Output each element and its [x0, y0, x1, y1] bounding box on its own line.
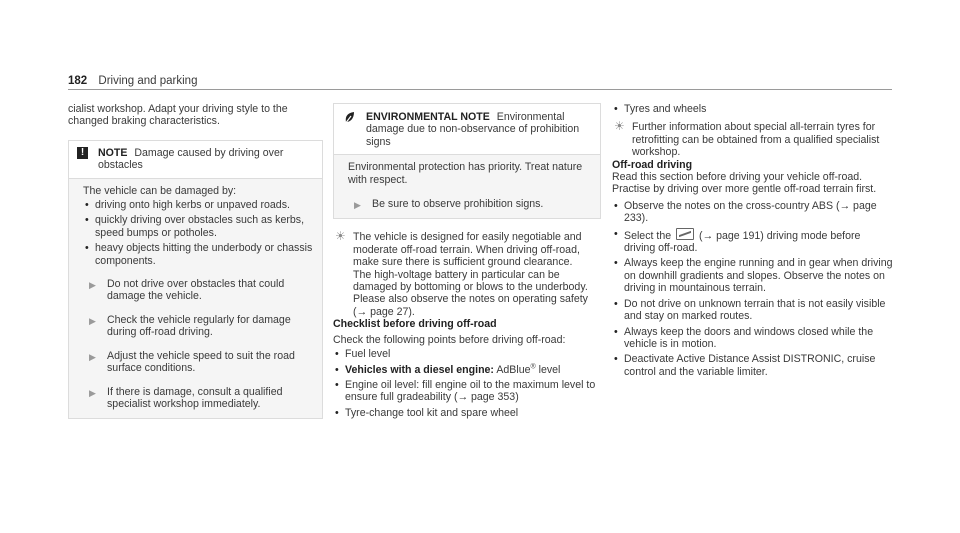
- arrow-right-icon: ▶: [89, 351, 96, 362]
- list-item: [612, 228, 894, 255]
- adblue-text: AdBlue: [496, 363, 531, 376]
- list-item: • Fuel level: [333, 348, 601, 360]
- registered-mark: ®: [530, 362, 536, 370]
- arrow-right-icon: ▶: [354, 200, 361, 211]
- column-left: [68, 103, 323, 419]
- top-bullet-list: [612, 103, 894, 115]
- env-title-text: Environmental damage due to non-observance of prohibition signs: [366, 111, 580, 148]
- info-text: The high-voltage battery in particular can be damaged by bottoming or blows to the underbody. Please also observe the notes on operating safety (→ page 27).: [353, 268, 588, 318]
- page-header: [68, 74, 197, 88]
- list-item: • Engine oil level: fill engine oil to the maximum level to ensure full gradeability (→ page 353): [333, 379, 601, 404]
- instruction-text: Adjust the vehicle speed to suit the road surface conditions.: [107, 349, 295, 375]
- arrow-right-icon: ▶: [89, 387, 96, 398]
- list-item: • heavy objects hitting the underbody or chassis components.: [83, 242, 314, 267]
- list-item: • Deactivate Active Distance Assist DISTRONIC, cruise control and the variable limiter.: [612, 353, 894, 378]
- list-item: • Do not drive on unknown terrain that is not easily visible and stay on marked routes.: [612, 298, 894, 323]
- leaf-icon: [342, 111, 358, 128]
- offroad-bullet-list: [612, 200, 894, 378]
- arrow-right-icon: ▶: [89, 280, 96, 291]
- note-box-header: [69, 141, 322, 179]
- note-bullet-list: [83, 199, 314, 267]
- info-block: [333, 231, 601, 318]
- list-item: • driving onto high kerbs or unpaved roads.: [83, 199, 314, 211]
- lightbulb-icon: ☀: [335, 229, 346, 244]
- column-right: [612, 103, 894, 381]
- env-box-header: [334, 104, 600, 155]
- offroad-intro: Read this section before driving your vehicle off-road. Practise by driving over more gentle off-road terrain first.: [612, 171, 877, 196]
- list-item-text: (→ page 191) driving mode before driving off-road.: [624, 229, 861, 255]
- env-heading: [366, 111, 592, 148]
- instruction-step: [83, 314, 314, 339]
- instruction-text: Do not drive over obstacles that could damage the vehicle.: [107, 278, 285, 303]
- instruction-step: [83, 386, 314, 411]
- intro-text: cialist workshop. Adapt your driving style to the changed braking characteristics.: [68, 103, 288, 128]
- list-item: • quickly driving over obstacles such as kerbs, speed bumps or potholes.: [83, 214, 314, 239]
- environmental-note-box: [333, 103, 601, 219]
- note-heading: [98, 147, 314, 172]
- info-text: The vehicle is designed for easily negotiable and moderate off-road terrain. When driving off-road, make sure there is sufficient ground clearance.: [353, 231, 582, 269]
- offroad-heading: Off-road driving: [612, 158, 693, 171]
- lightbulb-icon: ☀: [614, 119, 625, 134]
- page-number: 182: [68, 75, 88, 87]
- list-item: • Always keep the doors and windows closed while the vehicle is in motion.: [612, 326, 894, 351]
- header-divider: [68, 89, 892, 90]
- list-item: • Observe the notes on the cross-country ABS (→ page 233).: [612, 200, 894, 225]
- checklist-intro: Check the following points before driving off-road:: [333, 333, 566, 346]
- instruction-text: If there is damage, consult a qualified specialist workshop immediately.: [107, 385, 283, 410]
- exclamation-icon: !: [77, 147, 88, 159]
- diesel-label: Vehicles with a diesel engine:: [345, 363, 494, 376]
- level-text: level: [538, 363, 561, 376]
- info-text: Further information about special all-terrain tyres for retrofitting can be obtained from a qualified specialist workshop.: [632, 121, 880, 159]
- instruction-text: Check the vehicle regularly for damage during off-road driving.: [107, 313, 291, 339]
- column-middle: [333, 103, 601, 422]
- note-box: [68, 140, 323, 420]
- note-title-text: Damage caused by driving over obstacles: [98, 146, 284, 172]
- checklist: [333, 348, 601, 419]
- list-item: • Always keep the engine running and in gear when driving on downhill gradients and slopes. Observe the notes on driving in mountainous terrain.: [612, 257, 894, 294]
- list-item-text: Select the: [624, 229, 672, 242]
- info-block: [612, 121, 894, 158]
- section-title: Driving and parking: [98, 75, 198, 87]
- list-item: [333, 364, 601, 376]
- offroad-mode-icon: [676, 228, 694, 240]
- instruction-text: Be sure to observe prohibition signs.: [372, 198, 544, 211]
- instruction-step: [83, 350, 314, 375]
- list-item: • Tyres and wheels: [612, 103, 894, 115]
- checklist-heading: Checklist before driving off-road: [333, 318, 497, 331]
- note-title: NOTE: [98, 146, 128, 159]
- note-lead: The vehicle can be damaged by:: [83, 184, 237, 197]
- env-body-text: Environmental protection has priority. Treat nature with respect.: [348, 161, 583, 186]
- note-box-body: [69, 179, 322, 419]
- arrow-right-icon: ▶: [89, 315, 96, 326]
- env-box-body: [334, 155, 600, 218]
- instruction-step: [83, 278, 314, 303]
- env-title: ENVIRONMENTAL NOTE: [366, 111, 490, 123]
- list-item: • Tyre-change tool kit and spare wheel: [333, 407, 601, 419]
- instruction-step: [348, 198, 592, 210]
